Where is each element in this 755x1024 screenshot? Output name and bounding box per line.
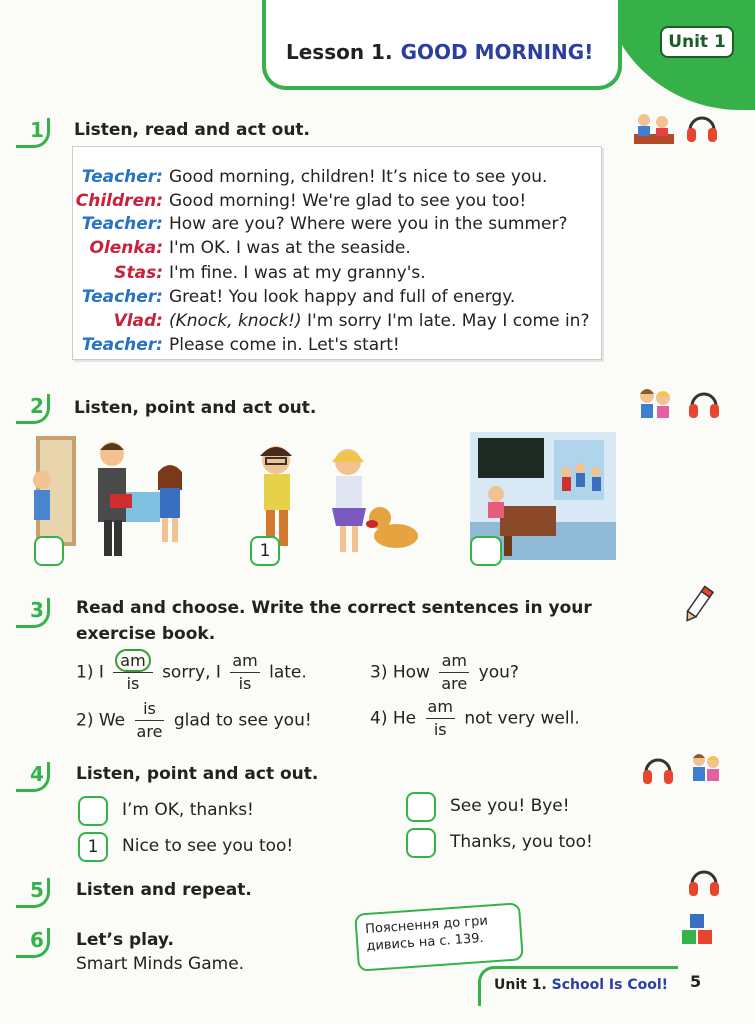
exercise-number-2: 2 — [16, 394, 50, 424]
dialogue-box — [72, 146, 602, 360]
sentence-2: 2) We $\frac{is}{\text{are}}$ glad to see you! — [76, 699, 312, 741]
exercise-number-1: 1 — [16, 118, 50, 148]
letter-blocks-icon — [680, 914, 716, 946]
unit-badge: Unit 1 — [660, 26, 734, 58]
headphones-icon — [686, 386, 722, 422]
answer-box[interactable]: 1 — [78, 832, 108, 862]
answer-box[interactable]: 1 — [250, 536, 280, 566]
answer-box[interactable] — [406, 792, 436, 822]
choice-fraction[interactable]: $\frac{am}{is}$ — [232, 651, 258, 693]
answer-box[interactable] — [406, 828, 436, 858]
choice-fraction[interactable]: $\frac{am}{\text{are}}$ — [441, 651, 468, 693]
page-number: 5 — [690, 972, 702, 991]
answer-box[interactable] — [34, 536, 64, 566]
circled-choice: am — [115, 649, 150, 672]
option-text: See you! Bye! — [450, 796, 570, 816]
exercise-number-4: 4 — [16, 762, 50, 792]
exercise-3-title-line2: exercise book. — [76, 624, 216, 644]
answer-box[interactable] — [78, 796, 108, 826]
sentence-1: 1) I $\frac{am}{is}$ sorry, I $\frac{am}{is}$ late. — [76, 651, 307, 693]
answer-box[interactable] — [470, 536, 502, 566]
lesson-label: Lesson 1. — [286, 40, 393, 64]
dialogue-line: Teacher: How are you? Where were you in the summer? — [81, 214, 568, 234]
dialogue-line: Teacher: Good morning, children! It’s nice to see you. — [81, 167, 548, 187]
option-text: I’m OK, thanks! — [122, 800, 254, 820]
exercise-3-title-line1: Read and choose. Write the correct sentences in your — [76, 598, 592, 618]
exercise-1-title: Listen, read and act out. — [74, 120, 311, 140]
dialogue-line: Vlad: (Knock, knock!) I'm sorry I'm late. May I come in? — [113, 311, 590, 331]
lesson-title — [286, 40, 593, 64]
choice-fraction[interactable]: $\frac{am}{is}$ — [113, 650, 152, 695]
exercise-4-title: Listen, point and act out. — [76, 764, 319, 784]
game-note: Пояснення до гри дивись на с. 139. — [354, 902, 524, 971]
sentence-4: 4) He $\frac{am}{is}$ not very well. — [370, 697, 580, 739]
headphones-icon — [684, 110, 720, 146]
lesson-title-text: GOOD MORNING! — [400, 40, 594, 64]
exercise-number-6: 6 — [16, 928, 50, 958]
choice-fraction[interactable]: $\frac{am}{is}$ — [427, 697, 453, 739]
option-text: Thanks, you too! — [450, 832, 593, 852]
dialogue-line: Olenka: I'm OK. I was at the seaside. — [89, 238, 411, 258]
exercise-6-title: Let’s play. — [76, 930, 174, 950]
exercise-6-subtitle: Smart Minds Game. — [76, 954, 245, 974]
dialogue-line: Children: Good morning! We're glad to see you too! — [75, 191, 527, 211]
exercise-2-title: Listen, point and act out. — [74, 398, 317, 418]
children-pair-icon — [634, 384, 676, 424]
pencil-icon — [680, 584, 716, 626]
headphones-icon — [640, 752, 676, 788]
sentence-3: 3) How $\frac{am}{\text{are}}$ you? — [370, 651, 519, 693]
footer-unit-title: Unit 1. School Is Cool! — [494, 977, 669, 993]
headphones-icon — [686, 864, 722, 900]
dialogue-line: Teacher: Great! You look happy and full of energy. — [81, 287, 516, 307]
dialogue-line: Stas: I'm fine. I was at my granny's. — [114, 263, 426, 283]
exercise-5-title: Listen and repeat. — [76, 880, 252, 900]
children-pair-icon — [688, 750, 724, 786]
dialogue-line: Teacher: Please come in. Let's start! — [81, 335, 400, 355]
exercise-number-3: 3 — [16, 598, 50, 628]
exercise-number-5: 5 — [16, 878, 50, 908]
choice-fraction[interactable]: $\frac{is}{\text{are}}$ — [136, 699, 163, 741]
children-group-icon — [632, 110, 676, 146]
option-text: Nice to see you too! — [122, 836, 294, 856]
